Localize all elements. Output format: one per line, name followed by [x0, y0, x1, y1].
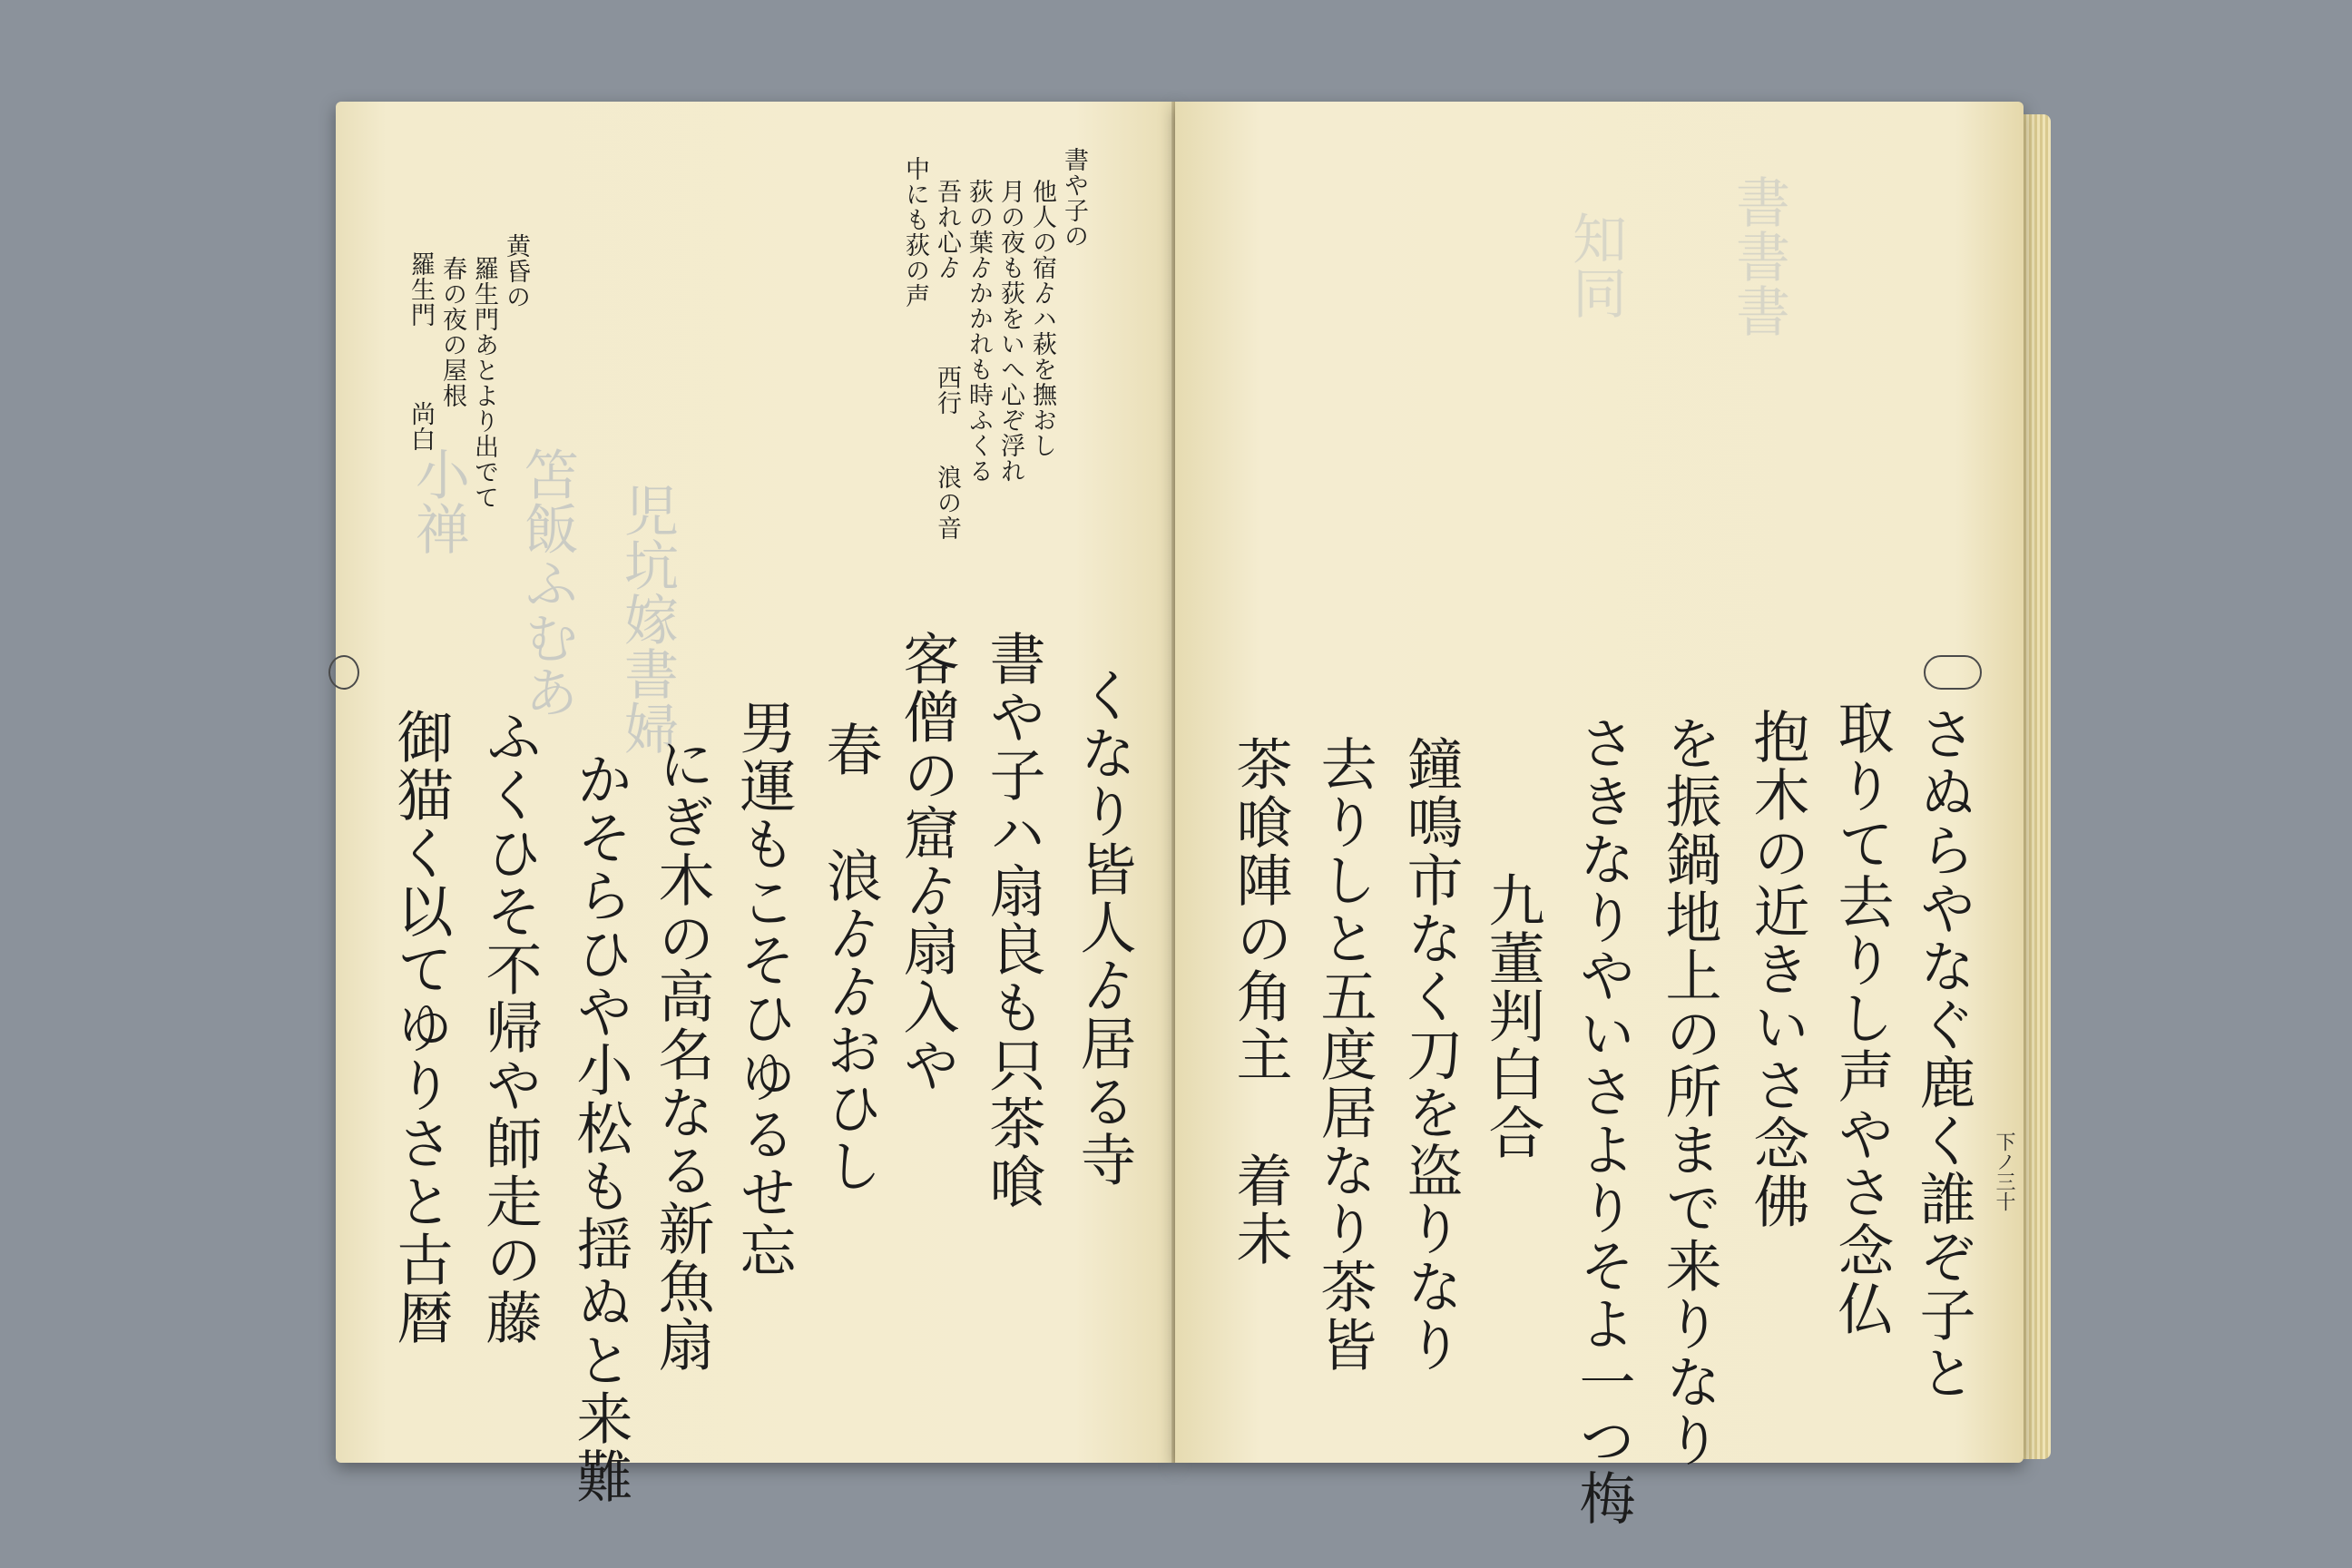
main-text-line: 男運もこそひゆるせ忘 [730, 699, 797, 1279]
bleed-through-text: 笘飯ふむあ [515, 446, 579, 719]
open-book [336, 102, 2042, 1527]
poem-line: 浪の音 [933, 465, 961, 541]
main-text-line: かそらひや小松も揺ぬと来難 [567, 750, 633, 1505]
main-text-line: を振鍋地上の所まで来りなり [1656, 714, 1722, 1469]
poem-line: 中にも荻の声 [901, 156, 929, 309]
main-text-line: 取りて去りし声やさ念仏 [1828, 699, 1895, 1338]
poem-line: 羅生門あとより出でて [470, 256, 498, 510]
left-page [336, 102, 1175, 1505]
page-edges [2024, 114, 2051, 1459]
main-text-line: さきなりやいさよりそよ一つ梅 [1570, 714, 1636, 1527]
poem-line: 黄昏の [502, 233, 530, 309]
bleed-through-text: 書書書 [1727, 174, 1790, 338]
poem-line: 春の夜の屋根 [438, 256, 466, 408]
poem-line: 他人の宿ゟハ萩を撫おし [1028, 179, 1056, 458]
poem-author: 西行 [933, 365, 961, 416]
main-text-line: 茶喰陣の角主 着未 [1227, 735, 1293, 1268]
bleed-through-text: 児坑嫁書婦 [615, 483, 679, 755]
poem-author: 尚白 [407, 401, 435, 452]
right-page [1175, 102, 2024, 1527]
bleed-through-text: 小禅 [407, 446, 470, 555]
main-text-line: 客僧の窟ゟ扇入や [894, 630, 960, 1094]
bleed-through-text: 知同 [1563, 211, 1627, 319]
poem-line: 荻の葉ゟかかれも時ふくる [965, 179, 993, 484]
main-text-line: 御猫く以てゆりさと古暦 [387, 708, 454, 1347]
main-text-line: くなり皆人ゟ居る寺 [1071, 666, 1137, 1189]
main-text-line: さぬらやなぐ鹿く誰ぞ子と [1910, 705, 1976, 1402]
folio-number: 下ノ三十 [1993, 1132, 2015, 1211]
poem-line: 吾れ心ゟ [933, 179, 961, 280]
judge-heading: 九董判白合 [1479, 871, 1545, 1161]
main-text-line: 鐘鳴市なく刀を盗りなり [1397, 735, 1464, 1374]
main-text-line: にぎ木の高名なる新魚扇 [649, 735, 715, 1374]
binding-ring-mark [328, 655, 359, 690]
main-text-line: 抱木の近きいさ念佛 [1744, 708, 1810, 1230]
main-text-line: ふくひそ不帰や師走の藤 [476, 708, 543, 1347]
main-text-line: 去りしと五度居なり茶皆 [1311, 735, 1377, 1374]
binding-ring-mark [1924, 655, 1982, 690]
poem-line: 羅生門 [407, 251, 435, 328]
poem-line: 書や子の [1060, 147, 1088, 249]
poem-line: 月の夜も荻をいへ心ぞ浮れ [996, 179, 1024, 484]
main-text-line: 書や子ハ扇良も只茶喰 [980, 630, 1046, 1210]
main-text-line: 春 浪ゟゟおひし [817, 720, 883, 1195]
